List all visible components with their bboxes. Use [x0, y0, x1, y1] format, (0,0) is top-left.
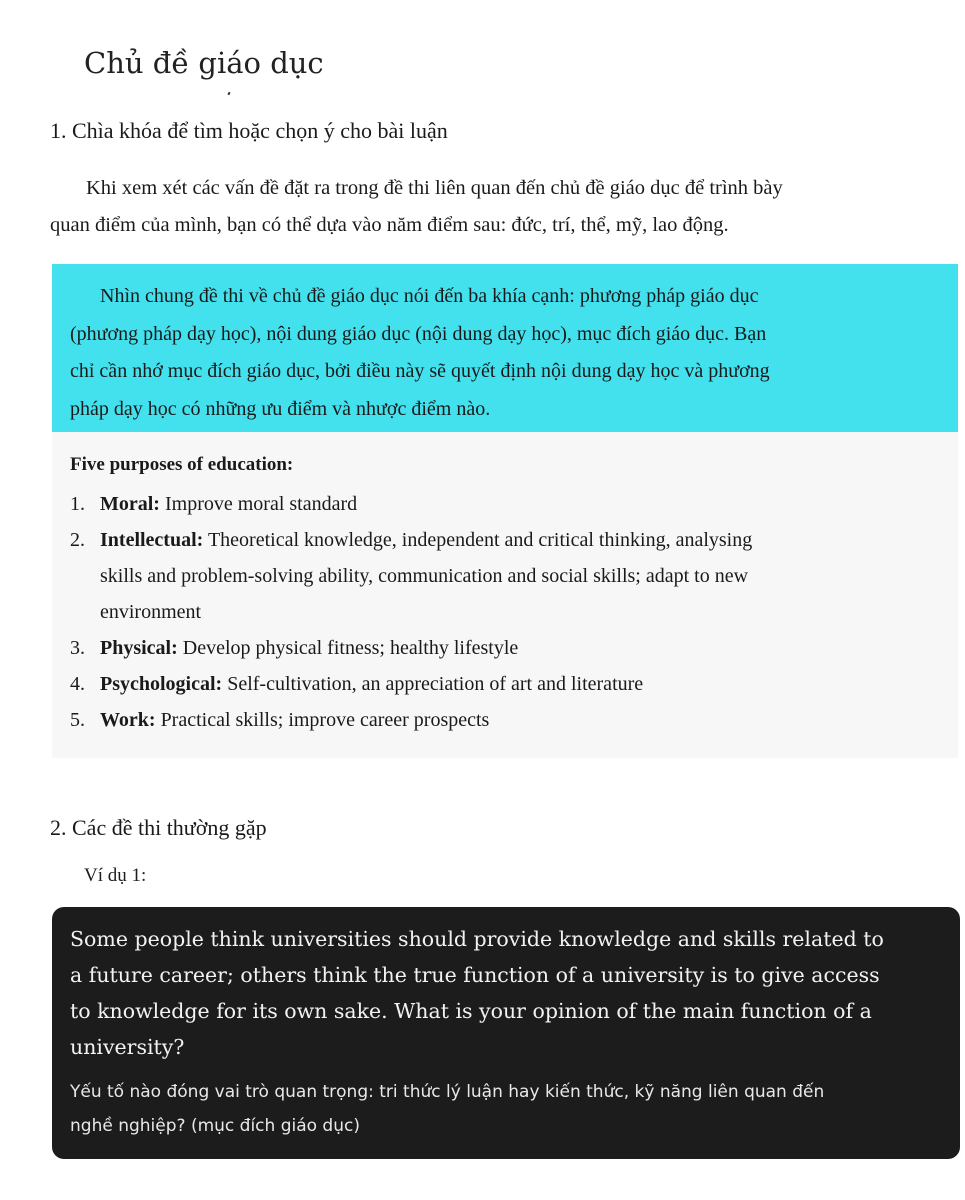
page-title: Chủ đề giáo dục: [84, 46, 324, 80]
item-term: Intellectual:: [100, 529, 204, 551]
highlight-box: [52, 264, 958, 432]
item-text: skills and problem-solving ability, communication and social skills; adapt to new: [100, 565, 749, 587]
question-line: to knowledge for its own sake. What is your opinion of the main function of a: [70, 999, 872, 1023]
item-term: Physical:: [100, 637, 178, 659]
section-1-intro: [50, 170, 910, 244]
example-box: [52, 907, 960, 1159]
list-item: [70, 486, 958, 522]
item-term: Moral:: [100, 493, 160, 515]
question-line: Some people think universities should provide knowledge and skills related to: [70, 927, 884, 951]
highlight-line: chỉ cần nhớ mục đích giáo dục, bởi điều này sẽ quyết định nội dung dạy học và phương: [70, 360, 770, 382]
highlight-line: pháp dạy học có những ưu điểm và nhược điểm nào.: [70, 397, 491, 420]
purposes-box: [52, 432, 958, 758]
question-line: university?: [70, 1035, 185, 1059]
stray-mark: [227, 92, 230, 96]
item-number: 2.: [70, 529, 85, 551]
section-2-heading: 2. Các đề thi thường gặp: [50, 815, 267, 840]
list-item: [70, 522, 958, 630]
highlight-line: Nhìn chung đề thi về chủ đề giáo dục nói đến ba khía cạnh: phương pháp giáo dục: [100, 285, 759, 307]
purposes-list: [70, 486, 958, 738]
item-text: Practical skills; improve career prospects: [160, 709, 490, 731]
item-number: 4.: [70, 673, 85, 695]
note-line: nghề nghiệp? (mục đích giáo dục): [70, 1116, 360, 1136]
list-item: [70, 702, 958, 738]
item-number: 5.: [70, 709, 85, 731]
list-item: [70, 666, 958, 702]
highlight-line: (phương pháp dạy học), nội dung giáo dục (nội dung dạy học), mục đích giáo dục. Bạn: [70, 322, 767, 345]
item-number: 3.: [70, 637, 85, 659]
example-question: [70, 921, 920, 1065]
purposes-title: Five purposes of education:: [70, 454, 294, 475]
item-text: Improve moral standard: [164, 493, 358, 515]
item-term: Psychological:: [100, 673, 223, 695]
intro-line: Khi xem xét các vấn đề đặt ra trong đề thi liên quan đến chủ đề giáo dục để trình bày: [86, 177, 783, 199]
question-line: a future career; others think the true function of a university is to give access: [70, 963, 880, 987]
item-text: Self-cultivation, an appreciation of art and literature: [227, 673, 644, 695]
example-label: Ví dụ 1:: [84, 865, 147, 886]
highlight-text: [70, 278, 910, 428]
intro-line: quan điểm của mình, bạn có thể dựa vào năm điểm sau: đức, trí, thể, mỹ, lao động.: [50, 214, 729, 236]
item-text: environment: [100, 601, 202, 623]
item-text: Develop physical fitness; healthy lifestyle: [182, 637, 519, 659]
item-text: Theoretical knowledge, independent and critical thinking, analysing: [207, 529, 753, 551]
section-1-heading: 1. Chìa khóa để tìm hoặc chọn ý cho bài luận: [50, 118, 448, 143]
example-note: [70, 1075, 920, 1143]
item-number: 1.: [70, 493, 85, 515]
item-term: Work:: [100, 709, 156, 731]
list-item: [70, 630, 958, 666]
note-line: Yếu tố nào đóng vai trò quan trọng: tri thức lý luận hay kiến thức, kỹ năng liên quan đến: [70, 1082, 825, 1102]
